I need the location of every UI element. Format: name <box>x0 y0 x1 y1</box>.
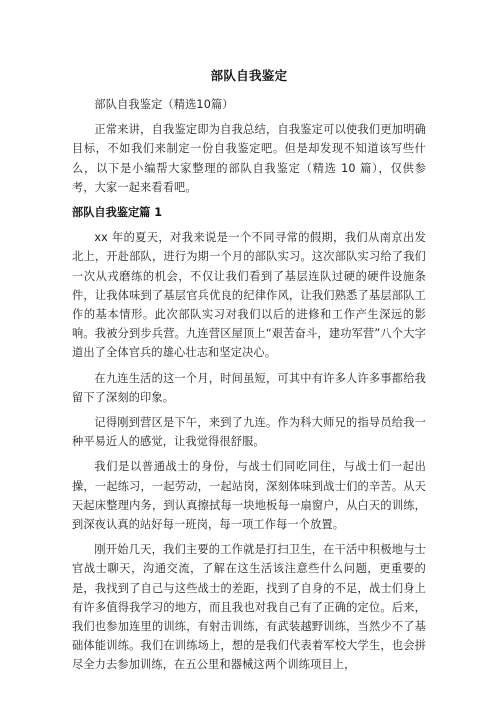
intro-paragraph: 正常来讲，自我鉴定即为自我总结，自我鉴定可以使我们更加明确目标，不如我们来制定一份自我鉴定吧。但是却发现不知道该写些什么，以下是小编帮大家整理的部队自我鉴定（精选 10 篇），仅供参考，大家一起来看看吧。 <box>72 123 426 194</box>
body-paragraph-3: 记得刚到营区是下午，来到了九连。作为科大师兄的指导员给我一种平易近人的感觉，让我觉得很舒服。 <box>72 416 426 449</box>
body-paragraph-1: xx 年的夏天，对我来说是一个不同寻常的假期，我们从南京出发北上，开赴部队，进行为期一个月的部队实习。这次部队实习给了我们一次从戎磨练的机会，不仅让我们看到了基层连队过硬的硬件设施条件，让我体味到了基层官兵优良的纪律作风，让我们熟悉了基层部队工作的基本情形。此次部队实习对我们以后的进修和工作产生深远的影响。我被分到步兵营。九连营区屋顶上“艰苦奋斗，建功军营”八个大字道出了全体官兵的雄心壮志和坚定决心。 <box>72 231 426 360</box>
document-body <box>72 68 426 681</box>
body-paragraph-2: 在九连生活的这一个月，时间虽短，可其中有许多人许多事都给我留下了深刻的印象。 <box>72 371 426 404</box>
intro-subtitle: 部队自我鉴定（精选10篇） <box>94 98 234 111</box>
document-title: 部队自我鉴定 <box>210 68 288 83</box>
body-paragraph-4: 我们是以普通战士的身份，与战士们同吃同住，与战士们一起出操，一起练习，一起劳动，一起站岗，深刻体味到战士们的辛苦。从天天起床整理内务，到认真擦拭每一块地板每一扇窗户，从白天的训练，到深夜认真的站好每一班岗，每一项工作每一个放置。 <box>72 460 426 532</box>
section-heading: 部队自我鉴定篇 1 <box>72 206 162 220</box>
body-paragraph-5: 刚开始几天，我们主要的工作就是打扫卫生，在干活中积极地与士官战士聊天，沟通交流，了解在这生活该注意些什么问题，更重要的是，我找到了自己与这些战士的差距，找到了自身的不足，战士们身上有许多值得我学习的地方，而且我也对我自己有了正确的定位。后来，我们也参加连里的训练，有射击训练，有武装越野训练，当然少不了基础体能训练。我们在训练场上，想的是我们代表着军校大学生，也会拼尽全力去参加训练，在五公里和器械这两个训练项目上， <box>72 543 426 672</box>
